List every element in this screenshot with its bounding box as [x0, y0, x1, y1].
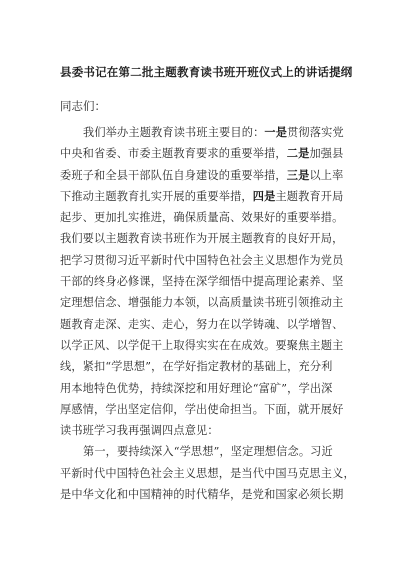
text-line: 是中华文化和中国精神的时代精华，是党和国家必须长期 [60, 488, 344, 502]
emphasis-text: 四是 [252, 188, 276, 203]
text-run: 中央和省委、市委主题教育要求的重要举措， [60, 147, 287, 161]
salutation: 同志们： [60, 99, 106, 113]
text-line: 把学习贯彻习近平新时代中国特色社会主义思想作为党员 [60, 253, 344, 267]
text-line: 厚感情，学出坚定信仰，学出使命担当。下面，就开展好 [60, 402, 344, 416]
text-line [60, 122, 345, 143]
text-line: 第一，要持续深入“学思想”，坚定理想信念。习近 [83, 445, 333, 459]
text-line: 线，紧扣“学思想”，在学好指定教材的基础上，充分利 [60, 360, 333, 374]
text-run: 以上率 [309, 168, 344, 182]
text-line: 起步、更加扎实推进，确保质量高、效果好的重要举措。 [60, 211, 344, 225]
text-run: 委班子和全县干部队伍自身建设的重要举措， [60, 168, 287, 182]
body-paragraphs [60, 122, 355, 505]
text-run: 主题教育开局 [275, 189, 344, 203]
document-title: 县委书记在第二批主题教育读书班开班仪式上的讲话提纲 [60, 65, 353, 79]
text-line: 用本地特色优势，持续深挖和用好理论“富矿”，学出深 [60, 381, 333, 395]
text-run: 我们举办主题教育读书班主要目的： [83, 126, 265, 139]
text-line: 我们要以主题教育读书班作为开展主题教育的良好开局， [60, 232, 344, 246]
text-line [60, 165, 345, 186]
text-run: 加强县 [309, 147, 344, 161]
text-line: 干部的终身必修课，坚持在深学细悟中提高理论素养、坚 [60, 275, 344, 289]
text-line: 读书班学习我再强调四点意见： [60, 424, 219, 438]
text-line [60, 143, 345, 164]
text-line: 定理想信念、增强能力本领，以高质量读书班引领推动主 [60, 296, 344, 310]
emphasis-text: 一是 [264, 125, 288, 139]
text-run: 下推动主题教育扎实开展的重要举措， [60, 189, 253, 203]
text-line: 平新时代中国特色社会主义思想，是当代中国马克思主义， [60, 466, 355, 480]
text-line [60, 186, 345, 207]
text-run: 贯彻落实党 [287, 126, 344, 139]
emphasis-text: 三是 [286, 167, 310, 182]
text-line: 以学正风、以学促干上取得实实在在成效。要聚焦主题主 [60, 338, 344, 352]
text-line: 题教育走深、走实、走心，努力在以学铸魂、以学增智、 [60, 317, 344, 331]
emphasis-text: 二是 [286, 146, 310, 161]
